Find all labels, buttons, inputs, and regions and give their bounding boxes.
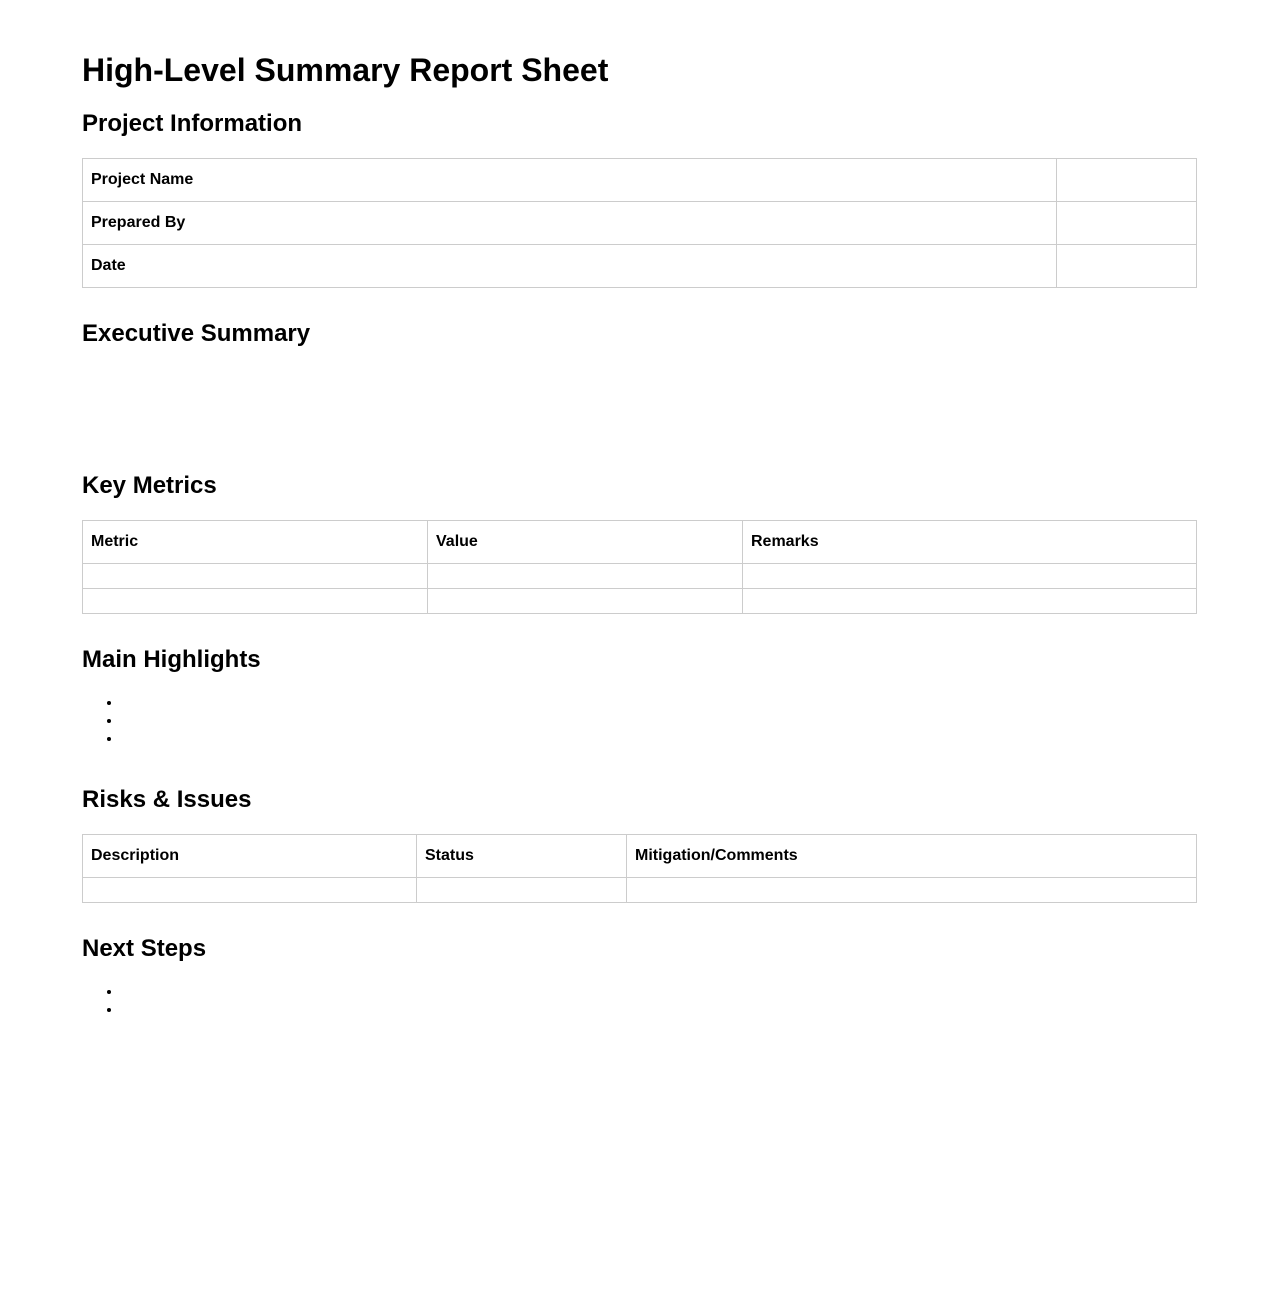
table-row [83, 878, 1197, 903]
project-name-value[interactable] [1057, 159, 1197, 202]
next-steps-list [82, 983, 122, 1019]
value-cell[interactable] [428, 564, 743, 589]
metric-cell[interactable] [83, 564, 428, 589]
table-row [83, 245, 1197, 288]
remarks-cell[interactable] [743, 589, 1197, 614]
project-information-heading: Project Information [82, 110, 303, 137]
metric-cell[interactable] [83, 589, 428, 614]
main-highlights-list [82, 694, 122, 748]
date-value[interactable] [1057, 245, 1197, 288]
column-header-metric: Metric [83, 521, 428, 564]
mitigation-cell[interactable] [627, 878, 1197, 903]
status-cell[interactable] [417, 878, 627, 903]
prepared-by-value[interactable] [1057, 202, 1197, 245]
table-header-row [83, 521, 1197, 564]
column-header-remarks: Remarks [743, 521, 1197, 564]
risks-issues-heading: Risks & Issues [82, 786, 252, 813]
remarks-cell[interactable] [743, 564, 1197, 589]
table-row [83, 202, 1197, 245]
table-row [83, 159, 1197, 202]
table-header-row [83, 835, 1197, 878]
executive-summary-body [82, 360, 1196, 460]
page-title: High-Level Summary Report Sheet [82, 52, 609, 88]
key-metrics-table [82, 520, 1197, 614]
main-highlights-heading: Main Highlights [82, 646, 261, 673]
column-header-description: Description [83, 835, 417, 878]
value-cell[interactable] [428, 589, 743, 614]
project-information-table [82, 158, 1197, 288]
column-header-value: Value [428, 521, 743, 564]
table-row [83, 589, 1197, 614]
date-label: Date [83, 245, 1057, 288]
next-steps-heading: Next Steps [82, 935, 207, 962]
table-row [83, 564, 1197, 589]
project-name-label: Project Name [83, 159, 1057, 202]
description-cell[interactable] [83, 878, 417, 903]
column-header-status: Status [417, 835, 627, 878]
key-metrics-heading: Key Metrics [82, 472, 217, 499]
risks-issues-table [82, 834, 1197, 903]
column-header-mitigation: Mitigation/Comments [627, 835, 1197, 878]
prepared-by-label: Prepared By [83, 202, 1057, 245]
executive-summary-heading: Executive Summary [82, 320, 311, 347]
